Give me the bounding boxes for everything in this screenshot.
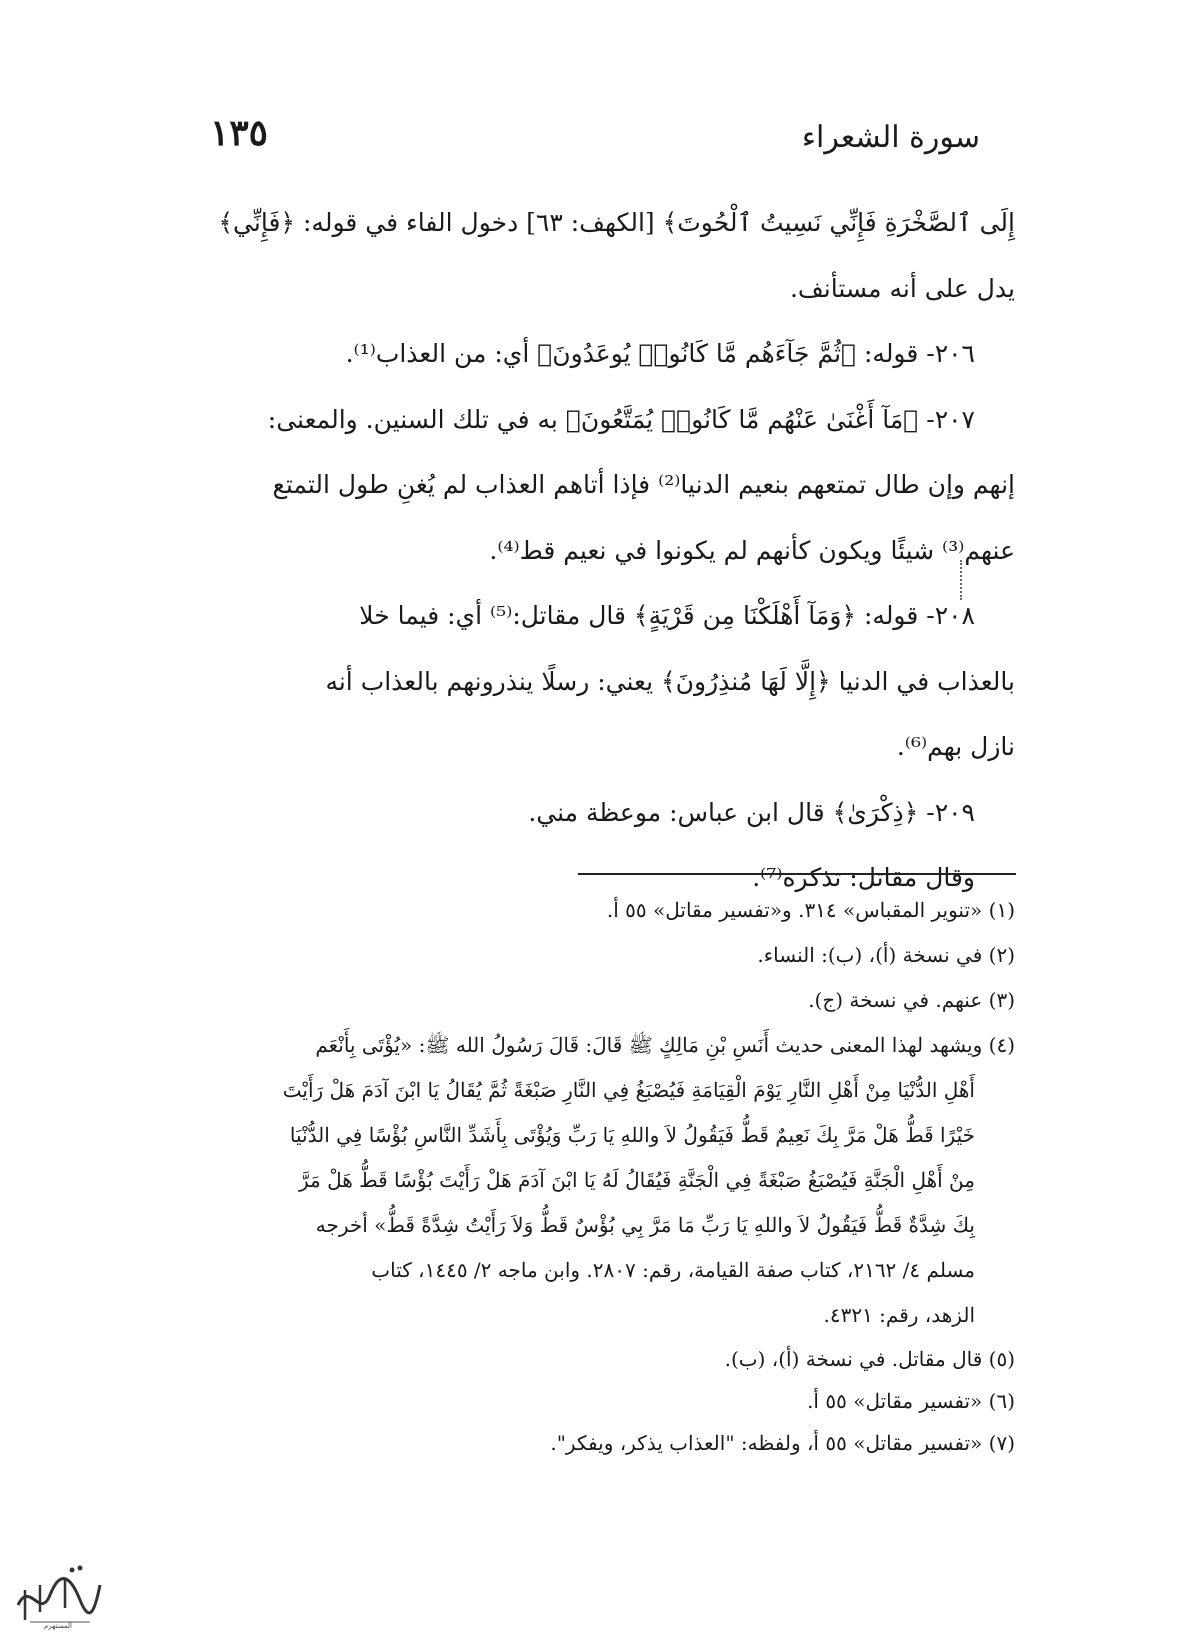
footnote-continuation: مِنْ أَهْلِ الْجَنَّةِ فَيُصْبَغُ صَبْغَةً فِي الْجَنَّةِ فَيُقَالُ لَهُ يَا ابْنَ آدَمَ هَلْ رَأَيْتَ بُؤْسًا قَطُّ هَلْ مَرَّ: [299, 1168, 975, 1192]
footnote-divider: [578, 873, 1016, 875]
text-line: عنهم⁽³⁾ شيئًا ويكون كأنهم لم يكونوا في نعيم قط⁽⁴⁾.: [489, 535, 1015, 565]
text-line: ٢٠٩- ﴿ذِكْرَىٰ﴾ قال ابن عباس: موعظة مني.: [528, 797, 975, 827]
text-line: ٢٠٨- قوله: ﴿وَمَآ أَهْلَكْنَا مِن قَرْيَةٍ﴾ قال مقاتل:⁽⁵⁾ أي: فيما خلا: [359, 601, 975, 630]
svg-text:المستهرم: المستهرم: [44, 1622, 72, 1630]
surah-title: سورة الشعراء: [801, 120, 980, 155]
text-line: ٢٠٧- ﴿مَآ أَغْنَىٰ عَنْهُم مَّا كَانُوا۟ يُمَتَّعُونَ﴾ به في تلك السنين. والمعنى:: [267, 404, 975, 434]
footnote: (٦) «تفسير مقاتل» ٥٥ أ.: [807, 1389, 1015, 1413]
text-line: وقال مقاتل: تذكرة⁽⁷⁾.: [752, 863, 975, 892]
text-line: إِلَى ٱلصَّخْرَةِ فَإِنِّي نَسِيتُ ٱلْحُوتَ﴾ [الكهف: ٦٣] دخول الفاء في قوله: ﴿فَإِنِّي﴾: [218, 208, 1015, 237]
calligraphy-logo-icon: [10, 1550, 105, 1630]
text-line: بالعذاب في الدنيا ﴿إِلَّا لَهَا مُنذِرُونَ﴾ يعني: رسلًا ينذرونهم بالعذاب أنه: [325, 666, 1015, 696]
text-line: نازل بهم⁽⁶⁾.: [896, 732, 1015, 761]
footnote: (٢) في نسخة (أ)، (ب): النساء.: [757, 943, 1015, 967]
footnote: (٧) «تفسير مقاتل» ٥٥ أ، ولفظه: "العذاب يذكر، ويفكر".: [550, 1431, 1015, 1455]
page-number: ١٣٥: [210, 112, 269, 154]
footnote: (٣) عنهم. في نسخة (ج).: [808, 988, 1015, 1012]
footnote-continuation: أَهْلِ الدُّنْيَا مِنْ أَهْلِ النَّارِ يَوْمَ الْقِيَامَةِ فَيُصْبَغُ فِي النَّارِ صَبْغَةً ثُمَّ يُقَالُ يَا ابْنَ آدَمَ هَلْ رَأَيْتَ: [282, 1078, 975, 1102]
text-line: ٢٠٦- قوله: ﴿ثُمَّ جَآءَهُم مَّا كَانُوا۟ يُوعَدُونَ﴾ أي: من العذاب⁽¹⁾.: [345, 339, 975, 368]
footnote: (٤) ويشهد لهذا المعنى حديث أَنَسِ بْنِ مَالِكٍ ﷺ قَالَ: قَالَ رَسُولُ الله ﷺ: «يُؤْتَى بِأَنْعَم: [315, 1033, 1015, 1057]
text-line: إنهم وإن طال تمتعهم بنعيم الدنيا⁽²⁾ فإذا أتاهم العذاب لم يُغنِ طول التمتع: [272, 470, 1015, 499]
footnote-continuation: الزهد، رقم: ٤٣٢١.: [823, 1303, 975, 1327]
footnote-continuation: بِكَ شِدَّةٌ قَطُّ فَيَقُولُ لاَ واللهِ يَا رَبِّ مَا مَرَّ بِي بُؤْسٌ قَطُّ وَلاَ رَأَيْتُ شِدَّةً قَطُّ» أخرجه: [315, 1213, 975, 1237]
margin-mark: [960, 560, 966, 600]
footnote: (١) «تنوير المقباس» ٣١٤. و«تفسير مقاتل» ٥٥ أ.: [606, 898, 1015, 922]
footnote: (٥) قال مقاتل. في نسخة (أ)، (ب).: [724, 1347, 1015, 1371]
footnote-continuation: مسلم ٤/ ٢١٦٢، كتاب صفة القيامة، رقم: ٢٨٠٧. وابن ماجه ٢/ ١٤٤٥، كتاب: [371, 1258, 975, 1282]
footnote-continuation: خَيْرًا قَطُّ هَلْ مَرَّ بِكَ نَعِيمٌ قَطُّ فَيَقُولُ لاَ واللهِ يَا رَبِّ وَيُؤْتَى بِأَشَدِّ النَّاسِ بُؤْسًا فِي الدُّنْيَا: [289, 1123, 975, 1147]
publisher-logo: [10, 1550, 105, 1630]
text-line: يدل على أنه مستأنف.: [789, 273, 1015, 303]
main-text: [200, 190, 1015, 911]
footnotes: [200, 888, 1015, 1464]
